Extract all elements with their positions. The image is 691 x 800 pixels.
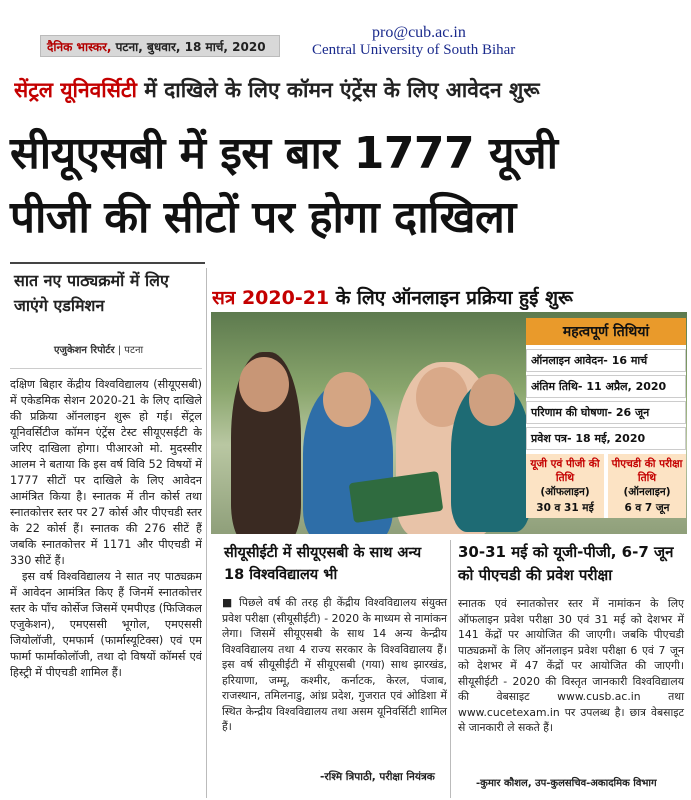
mid-story-body: ■ पिछले वर्ष की तरह ही केंद्रीय विश्वविद्यालय संयुक्त प्रवेश परीक्षा (सीयूसीईटी) - 2020 के माध्यम से नामांकन लेगा। जिसमें सीयूएसबी के साथ 14 अन्य केन्द्रीय विश्वविद्यालय तथा 4 राज्य सरकार के विश्वविद्यालय हैं। इस वर्ष सीयूसीईटी में सीयूएसबी (गया) साथ झारखंड, हरियाणा, जम्मू, कश्मीर, कर्नाटक, केरल, पंजाब, राजस्थान, तमिलनाडु, आंध्र प्रदेश, गुजरात एवं ओडिशा में स्थित केन्द्रीय विश्वविद्यालय तथा असम यूनिवर्सिटी शामिल हैं।	[222, 596, 447, 733]
column-divider	[206, 268, 207, 798]
ug-pg-mode: (ऑफलाइन)	[540, 486, 590, 498]
handwritten-contact	[312, 24, 612, 59]
right-story-body: स्नातक एवं स्नातकोत्तर स्तर में नामांकन के लिए ऑफलाइन प्रवेश परीक्षा 30 एवं 31 मई को देशभर में 141 केंद्रों पर आयोजित की जाएगी। जबकि पीएचडी पाठ्यक्रमों के लिए ऑनलाइन प्रवेश परीक्षा 6 एवं 7 जून को देशभर में 47 केंद्रों पर आयोजित की जाएगी। सीयूसीईटी - 2020 की विस्तृत जानकारी विश्वविद्यालय की वेबसाइट www.cusb.ac.in तथा www.cucetexam.in पर उपलब्ध है। छात्र वेबसाइट से जानकारी ले सकते हैं।	[458, 597, 684, 734]
important-dates-title: महत्वपूर्ण तिथियां	[526, 318, 686, 345]
byline	[54, 342, 204, 356]
photo-kicker-rest: के लिए ऑनलाइन प्रक्रिया हुई शुरू	[329, 287, 573, 309]
right-story-signature: -कुमार कौशल, उप-कुलसचिव-अकादमिक विभाग	[476, 778, 657, 789]
left-article-column	[10, 368, 202, 798]
column-divider	[450, 540, 451, 798]
kicker-line	[14, 76, 684, 104]
mid-story-signature: -रश्मि त्रिपाठी, परीक्षा नियंत्रक	[320, 771, 435, 783]
phd-title: पीएचडी की परीक्षा तिथि	[611, 458, 683, 484]
phd-value: 6 व 7 जून	[624, 502, 670, 514]
newspaper-masthead	[40, 35, 280, 57]
kicker-rest: में दाखिले के लिए कॉमन एंट्रेंस के लिए आवेदन शुरू	[136, 78, 540, 102]
ug-pg-exam-date	[526, 454, 604, 518]
ug-pg-value: 30 व 31 मई	[536, 502, 594, 514]
headline-line-1: सीयूएसबी में इस बार 1777 यूजी	[10, 128, 558, 179]
left-paragraph-2: इस वर्ष विश्वविद्यालय ने सात नए पाठ्यक्रम में आवेदन आमंत्रित किए हैं जिनमें स्नातकोत्तर स्तर के पाँच कोर्सेज जिसमें एमपीएड (फिजिकल एजुकेशन), एमएससी भूगोल, एमएससी जियोलॉजी, एमफार्म (फार्मास्यूटिक्स) एवं एम फार्मा फार्माकोलॉजी, तथा दो विषयों कॉमर्स एवं हिस्ट्री में पीएचडी शामिल हैं।	[10, 570, 202, 679]
main-headline	[10, 122, 685, 250]
student-face	[239, 357, 289, 412]
right-story-headline: 30-31 मई को यूजी-पीजी, 6-7 जून को पीएचडी की प्रवेश परीक्षा	[458, 543, 674, 584]
left-paragraph-1: दक्षिण बिहार केंद्रीय विश्वविद्यालय (सीयूएसबी) में एकेडमिक सेशन 2020-21 के लिए दाखिले की प्रक्रिया ऑनलाइन शुरू हो गई। सेंट्रल यूनिवर्सिटीज कॉमन एंट्रेंस टेस्ट सीयूएसईटी के जरिए दाखिला होगा। पीआरओ मो. मुदस्सीर आलम ने बताया कि इस वर्ष विवि 52 विषयों में 1777 सीटों पर दाखिले के लिए आवेदन आमंत्रित किया है। स्नातक में तीन कोर्स तथा स्नातकोत्तर स्तर पर 27 कोर्स और पीएचडी स्तर के 22 कोर्स हैं। स्नातक की 276 सीटें हैं जबकि स्नातकोत्तर में 1171 और पीएचडी में 330 सीटें हैं।	[10, 378, 202, 567]
newspaper-name: दैनिक भास्कर,	[47, 40, 112, 54]
subheadline: सात नए पाठ्यक्रमों में लिए जाएंगे एडमिशन	[14, 271, 169, 315]
date-row: परिणाम की घोषणा- 26 जून	[526, 401, 686, 424]
byline-reporter: एजुकेशन रिपोर्टर	[54, 345, 115, 356]
contact-university: Central University of South Bihar	[312, 42, 516, 58]
date-row: ऑनलाइन आवेदन- 16 मार्च	[526, 349, 686, 372]
phd-exam-date	[608, 454, 686, 518]
exam-dates	[526, 454, 686, 518]
session-label: सत्र 2020-21	[212, 287, 330, 309]
contact-email: pro@cub.ac.in	[372, 24, 466, 41]
byline-city: | पटना	[114, 345, 144, 356]
important-dates-box	[526, 318, 686, 518]
date-row: प्रवेश पत्र- 18 मई, 2020	[526, 427, 686, 450]
kicker-highlight: सेंट्रल यूनिवर्सिटी	[14, 78, 137, 102]
student-face	[469, 374, 515, 426]
photo-kicker	[212, 284, 682, 310]
student-face	[323, 372, 371, 427]
mid-story-headline: सीयूसीईटी में सीयूएसबी के साथ अन्य 18 विश्वविद्यालय भी	[224, 545, 422, 583]
date-row: अंतिम तिथि- 11 अप्रैल, 2020	[526, 375, 686, 398]
headline-line-2: पीजी की सीटों पर होगा दाखिला	[10, 192, 516, 243]
ug-pg-title: यूजी एवं पीजी की तिथि	[530, 458, 600, 484]
divider	[10, 262, 205, 264]
phd-mode: (ऑनलाइन)	[623, 486, 671, 498]
dateline: पटना, बुधवार, 18 मार्च, 2020	[111, 40, 266, 54]
